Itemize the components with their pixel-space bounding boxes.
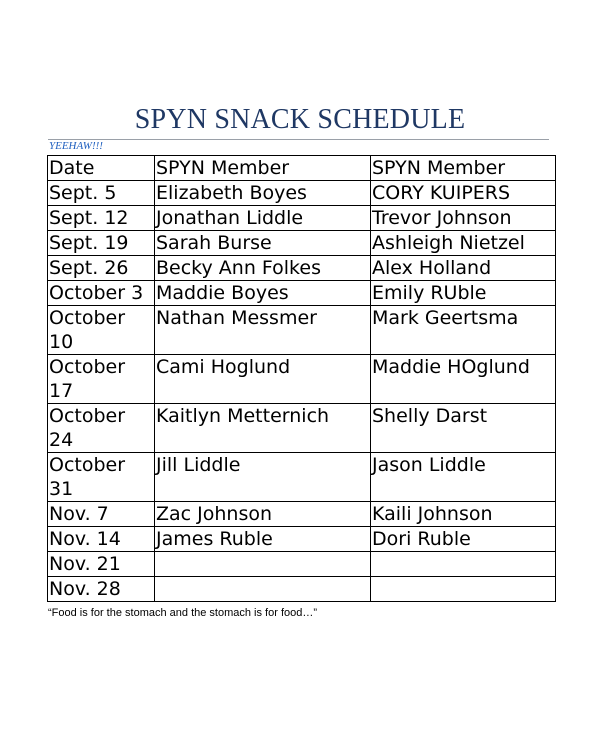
footer-quote: “Food is for the stomach and the stomach is for food…” — [48, 607, 318, 619]
table-row — [48, 502, 556, 527]
member-2-cell: Alex Holland — [371, 256, 556, 281]
member-1-cell: Jill Liddle — [155, 453, 371, 502]
member-2-cell: Jason Liddle — [371, 453, 556, 502]
date-cell: October 17 — [48, 355, 155, 404]
date-cell: Sept. 26 — [48, 256, 155, 281]
table-header-row — [48, 156, 556, 181]
date-cell: Nov. 28 — [48, 577, 155, 602]
table-row — [48, 404, 556, 453]
member-2-cell: Mark Geertsma — [371, 306, 556, 355]
member-2-cell: Shelly Darst — [371, 404, 556, 453]
header-cell-member-1: SPYN Member — [155, 156, 371, 181]
date-cell: October 31 — [48, 453, 155, 502]
member-1-cell: Kaitlyn Metternich — [155, 404, 371, 453]
member-1-cell: James Ruble — [155, 527, 371, 552]
date-cell: October 24 — [48, 404, 155, 453]
member-2-cell: CORY KUIPERS — [371, 181, 556, 206]
date-cell: Nov. 7 — [48, 502, 155, 527]
member-1-cell — [155, 552, 371, 577]
member-2-cell — [371, 552, 556, 577]
table-row — [48, 231, 556, 256]
table-row — [48, 256, 556, 281]
member-1-cell: Cami Hoglund — [155, 355, 371, 404]
member-2-cell: Trevor Johnson — [371, 206, 556, 231]
table-row — [48, 527, 556, 552]
member-1-cell: Nathan Messmer — [155, 306, 371, 355]
member-2-cell — [371, 577, 556, 602]
member-1-cell: Sarah Burse — [155, 231, 371, 256]
table-row — [48, 206, 556, 231]
date-cell: Sept. 5 — [48, 181, 155, 206]
table-row — [48, 181, 556, 206]
table-row — [48, 577, 556, 602]
date-cell: Sept. 12 — [48, 206, 155, 231]
member-1-cell: Elizabeth Boyes — [155, 181, 371, 206]
title-divider — [48, 139, 549, 140]
date-cell: October 3 — [48, 281, 155, 306]
member-2-cell: Kaili Johnson — [371, 502, 556, 527]
member-2-cell: Ashleigh Nietzel — [371, 231, 556, 256]
member-1-cell: Becky Ann Folkes — [155, 256, 371, 281]
page-title: SPYN SNACK SCHEDULE — [134, 104, 466, 135]
table-row — [48, 306, 556, 355]
table-row — [48, 355, 556, 404]
table-row — [48, 281, 556, 306]
table-row — [48, 552, 556, 577]
date-cell: Sept. 19 — [48, 231, 155, 256]
member-1-cell — [155, 577, 371, 602]
member-2-cell: Dori Ruble — [371, 527, 556, 552]
date-cell: Nov. 14 — [48, 527, 155, 552]
member-2-cell: Maddie HOglund — [371, 355, 556, 404]
date-cell: Nov. 21 — [48, 552, 155, 577]
member-2-cell: Emily RUble — [371, 281, 556, 306]
member-1-cell: Zac Johnson — [155, 502, 371, 527]
member-1-cell: Jonathan Liddle — [155, 206, 371, 231]
header-cell-member-2: SPYN Member — [371, 156, 556, 181]
header-cell-date: Date — [48, 156, 155, 181]
snack-schedule-table — [47, 155, 556, 602]
table-row — [48, 453, 556, 502]
subtitle: YEEHAW!!! — [49, 140, 103, 152]
member-1-cell: Maddie Boyes — [155, 281, 371, 306]
date-cell: October 10 — [48, 306, 155, 355]
